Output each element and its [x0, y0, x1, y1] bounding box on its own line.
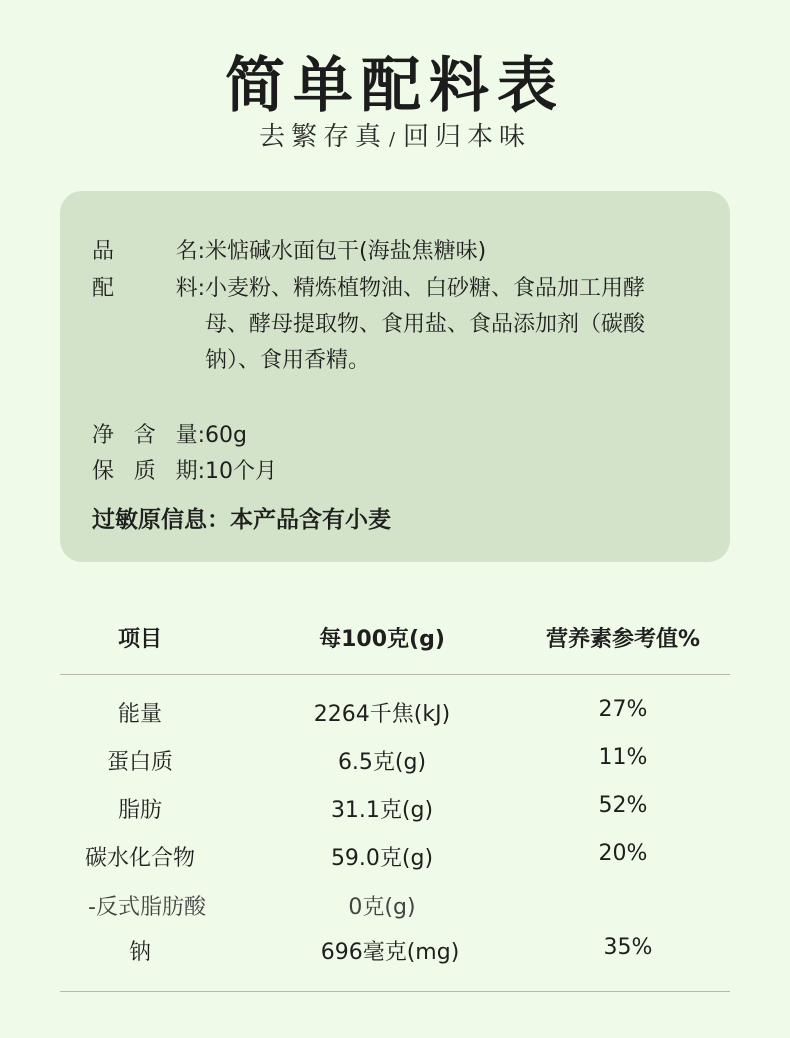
- nutrition-table-header: [0, 622, 790, 662]
- allergy-info: [92, 501, 391, 534]
- shelf-life-row: [92, 454, 685, 490]
- table-bottom-rule: [60, 991, 730, 992]
- table-row: 能量 2264千焦(kJ) 27%: [117, 697, 648, 727]
- subtitle-left: 去繁存真: [258, 122, 387, 152]
- page-title: 简单配料表: [225, 51, 565, 121]
- product-name-label: 品 名:: [92, 239, 205, 264]
- allergy-label: 过敏原信息：: [92, 507, 230, 533]
- net-content-label: 净 含 量:: [92, 423, 205, 448]
- subtitle-right: 回归本味: [403, 122, 532, 152]
- shelf-life-value: 10个月: [205, 459, 277, 484]
- table-row: 蛋白质 6.5克(g) 11%: [106, 745, 648, 775]
- net-content-value: 60g: [205, 423, 247, 448]
- net-content-row: [92, 418, 685, 454]
- subtitle-separator: /: [388, 129, 402, 150]
- table-row: 脂肪 31.1克(g) 52%: [117, 793, 648, 823]
- product-info-card: [60, 191, 730, 562]
- ingredients-label: 配 料:: [92, 276, 205, 301]
- product-name-row: [92, 234, 685, 270]
- header-item: 项目: [117, 627, 163, 652]
- table-row: 钠 696毫克(mg) 35%: [128, 935, 653, 965]
- table-row: 碳水化合物 59.0克(g) 20%: [84, 841, 648, 871]
- product-name-value: 米惦碱水面包干(海盐焦糖味): [205, 239, 487, 264]
- header-per100: 每100克(g): [319, 627, 445, 652]
- allergy-value: 本产品含有小麦: [230, 507, 391, 533]
- shelf-life-label: 保 质 期:: [92, 459, 205, 484]
- table-top-rule: [60, 674, 730, 675]
- header-nrv: 营养素参考值%: [545, 627, 701, 652]
- ingredients-value: 小麦粉、精炼植物油、白砂糖、食品加工用酵 母、酵母提取物、食用盐、食品添加剂（碳酸 钠）、食用香精。: [205, 276, 646, 373]
- table-row: -反式脂肪酸 0克(g): [88, 895, 416, 920]
- ingredients-row: [92, 271, 685, 379]
- page-subtitle: [0, 116, 790, 153]
